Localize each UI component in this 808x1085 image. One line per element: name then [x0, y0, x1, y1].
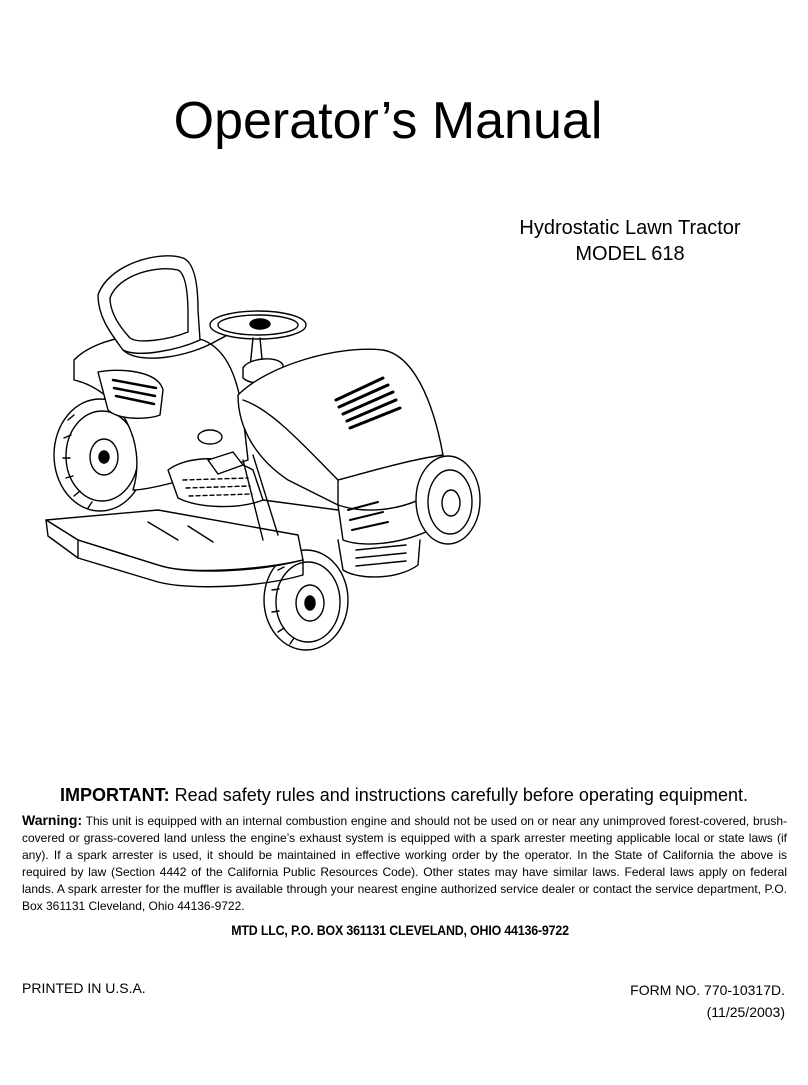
- warning-paragraph: [22, 812, 787, 915]
- form-number: FORM NO. 770-10317D.: [630, 982, 785, 998]
- form-info: [630, 979, 785, 1023]
- form-date: (11/25/2003): [706, 1004, 785, 1020]
- product-name: Hydrostatic Lawn Tractor: [519, 217, 741, 239]
- product-info: [470, 215, 790, 267]
- lawn-tractor-illustration: [38, 240, 508, 660]
- product-model: MODEL 618: [575, 243, 685, 265]
- manual-title: Operator’s Manual: [173, 91, 603, 150]
- important-label: IMPORTANT:: [60, 785, 170, 805]
- printed-in: PRINTED IN U.S.A.: [22, 980, 146, 996]
- company-address: MTD LLC, P.O. BOX 361131 CLEVELAND, OHIO 44136-9722: [231, 923, 569, 938]
- important-notice: [0, 783, 808, 807]
- warning-label: Warning:: [22, 812, 83, 828]
- important-text: Read safety rules and instructions carefully before operating equipment.: [169, 785, 748, 805]
- warning-text: This unit is equipped with an internal combustion engine and should not be used on or near any unimproved forest-covered, brush-covered or grass-covered land unless the engine’s exhaust system is equipped with a spark arrester meeting applicable local or state laws (if any). If a spark arrester is used, it should be maintained in effective working order by the operator. In the State of California the above is required by law (Section 4442 of the California Public Resources Code). Other states may have similar laws. Federal laws apply on federal lands. A spark arrester for the muffler is available through your nearest engine authorized service dealer or contact the service department, P.O. Box 361131 Cleveland, Ohio 44136-9722.: [22, 814, 787, 913]
